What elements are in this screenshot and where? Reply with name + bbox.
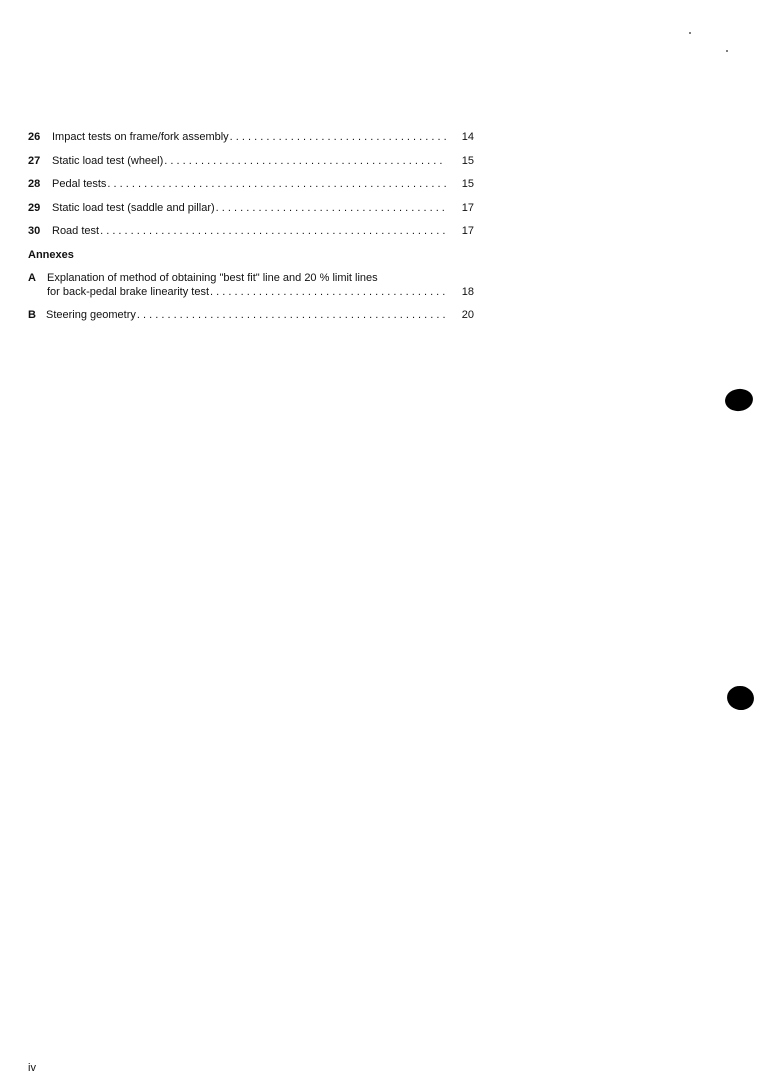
annexes-heading: Annexes [28, 248, 74, 261]
page-reference: 17 [461, 225, 474, 237]
page-reference: 15 [461, 154, 474, 167]
punch-hole-mark [724, 387, 755, 413]
dot-leader [99, 224, 446, 238]
clause-title: Static load test (saddle and pillar) [52, 201, 215, 214]
scan-speck [689, 32, 691, 34]
clause-number: 29 [28, 201, 41, 214]
toc-entry [28, 177, 474, 191]
toc-entry [28, 224, 474, 238]
punch-hole-mark [725, 684, 756, 712]
clause-title: Static load test (wheel) [52, 154, 164, 167]
dot-leader [163, 154, 446, 168]
table-of-contents [28, 130, 474, 332]
dot-leader [136, 308, 446, 322]
page-number: iv [28, 1062, 36, 1074]
clause-number: 28 [28, 178, 41, 190]
page-reference: 20 [461, 309, 474, 321]
clause-number: 26 [28, 131, 41, 143]
clause-title: Road test [52, 225, 100, 237]
toc-entry [28, 130, 474, 144]
toc-entry [28, 154, 474, 168]
clause-number: 30 [28, 225, 41, 237]
toc-entry [28, 201, 474, 215]
toc-annex-entry [28, 271, 474, 299]
dot-leader [229, 130, 446, 144]
clause-title: Pedal tests [52, 178, 107, 190]
clause-number: 27 [28, 154, 41, 167]
page-reference: 14 [461, 131, 474, 143]
page-reference: 15 [461, 178, 474, 190]
scan-speck [726, 50, 728, 52]
page-reference: 18 [461, 285, 474, 298]
clause-title: Impact tests on frame/fork assembly [52, 131, 229, 143]
annex-title-line2: for back-pedal brake linearity test [47, 285, 210, 298]
dot-leader [209, 285, 446, 299]
dot-leader [106, 177, 446, 191]
annex-title-line1: Explanation of method of obtaining "best fit" line and 20 % limit lines [47, 271, 378, 284]
dot-leader [215, 201, 446, 215]
toc-annex-entry [28, 308, 474, 322]
annex-title: Steering geometry [46, 309, 136, 321]
page-reference: 17 [461, 201, 474, 214]
annex-letter: B [28, 309, 36, 321]
annex-letter: A [28, 271, 36, 284]
